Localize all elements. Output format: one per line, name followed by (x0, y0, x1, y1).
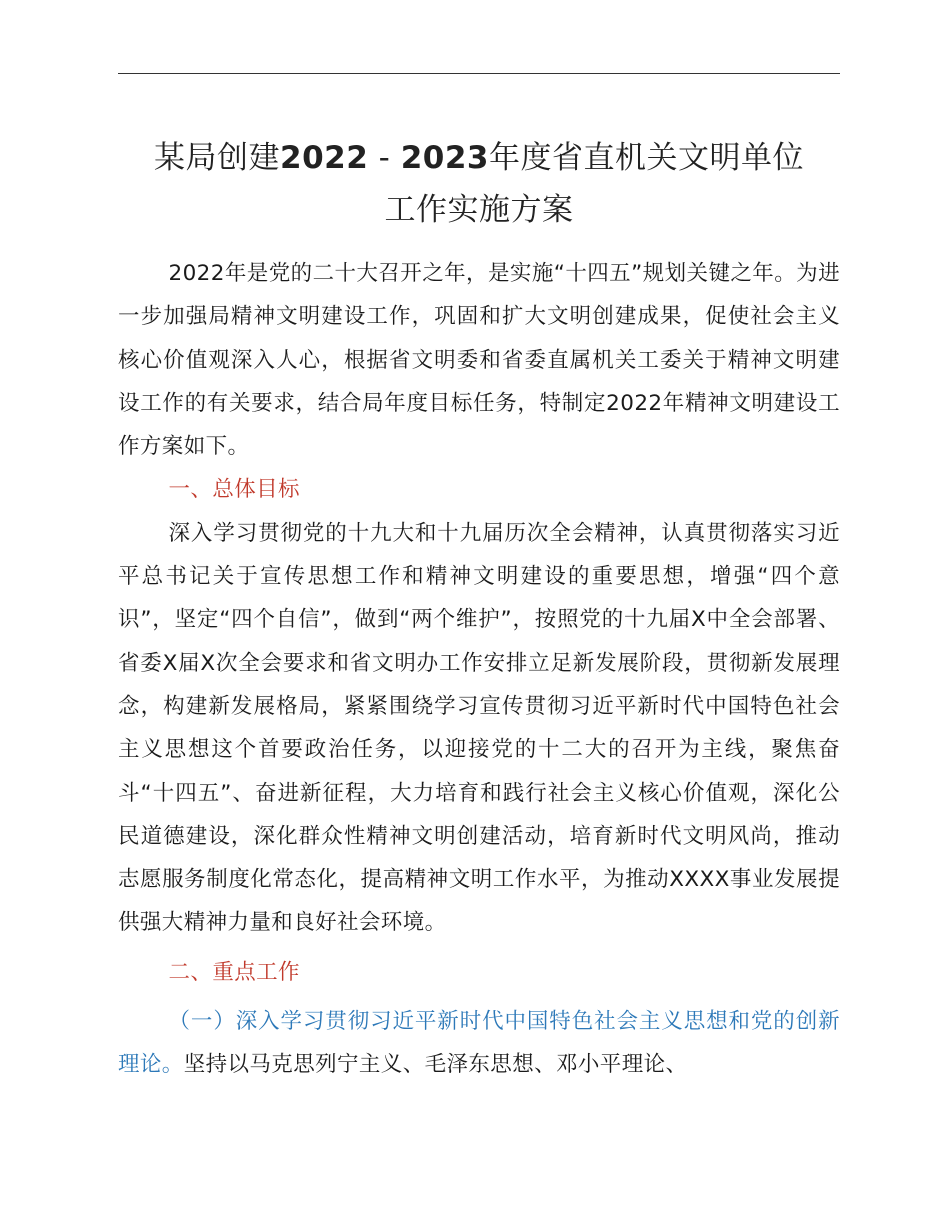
document-title (118, 132, 840, 236)
title-year-end: 2023 (400, 140, 489, 176)
header-rule (118, 73, 840, 74)
item-1-lead: （一）深入学习贯彻习近平新时代中国特色社会主义思想和党的创新理论。 (118, 1009, 840, 1078)
title-prefix: 某局创建 (154, 140, 281, 176)
title-line-1 (118, 132, 840, 184)
item-1-body: 坚持以马克思列宁主义、毛泽东思想、邓小平理论、 (183, 1052, 688, 1078)
title-suffix: 年度省直机关文明单位 (488, 140, 804, 176)
section-heading-overall-goal: 一、总体目标 (168, 477, 300, 503)
title-dash: - (368, 140, 401, 176)
overall-goal-paragraph: 深入学习贯彻党的十九大和十九届历次全会精神，认真贯彻落实习近平总书记关于宣传思想工作和精神文明建设的重要思想，增强“四个意识”，坚定“四个自信”，做到“两个维护”，按照党的十九届X中全会部署、省委X届X次全会要求和省文明办工作安排立足新发展阶段，贯彻新发展理念，构建新发展格局，紧紧围绕学习宣传贯彻习近平新时代中国特色社会主义思想这个首要政治任务，以迎接党的十二大的召开为主线，聚焦奋斗“十四五”、奋进新征程，大力培育和践行社会主义核心价值观，深化公民道德建设，深化群众性精神文明创建活动，培育新时代文明风尚，推动志愿服务制度化常态化，提高精神文明工作水平，为推动XXXX事业发展提供强大精神力量和良好社会环境。 (118, 520, 840, 936)
key-work-item-1 (118, 1000, 840, 1087)
title-line-2: 工作实施方案 (384, 192, 574, 228)
document-body (118, 252, 840, 1087)
section-heading-key-work: 二、重点工作 (168, 959, 300, 985)
intro-paragraph: 2022年是党的二十大召开之年，是实施“十四五”规划关键之年。为进一步加强局精神文明建设工作，巩固和扩大文明创建成果，促使社会主义核心价值观深入人心，根据省文明委和省委直属机关工委关于精神文明建设工作的有关要求，结合局年度目标任务，特制定2022年精神文明建设工作方案如下。 (118, 261, 840, 460)
title-year-start: 2022 (280, 140, 369, 176)
